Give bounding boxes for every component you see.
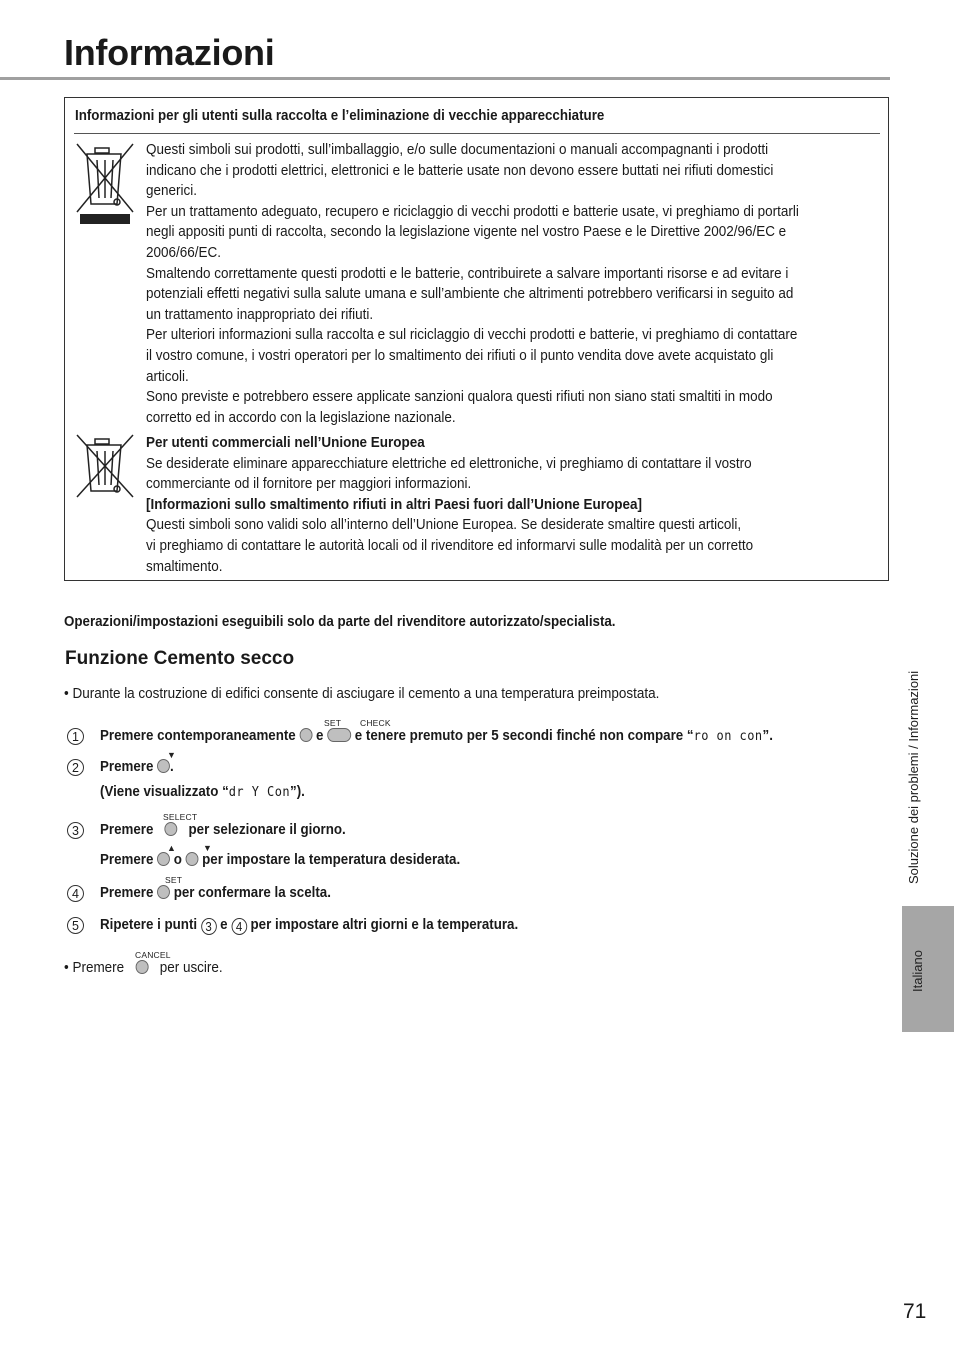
step-text: per impostare la temperatura desiderata. xyxy=(202,852,461,868)
set-button-icon xyxy=(157,885,170,899)
step-text: o xyxy=(173,852,182,868)
temperature-down-button-icon xyxy=(157,759,170,773)
step-text: Premere xyxy=(100,822,154,838)
display-readout: dr Y Con xyxy=(228,785,291,800)
step-text: e tenere premuto per 5 secondi finché non compare “ xyxy=(354,728,694,744)
page-number: 71 xyxy=(903,1300,927,1323)
step-text: (Viene visualizzato “ xyxy=(100,784,229,800)
step-text: Premere xyxy=(100,852,154,868)
step-text: ”. xyxy=(762,728,773,744)
step-number: 4 xyxy=(67,885,84,902)
exit-text: per uscire. xyxy=(159,960,223,976)
dealer-note: Operazioni/impostazioni eseguibili solo da parte del rivenditore autorizzato/specialista. xyxy=(64,614,616,630)
page-title: Informazioni xyxy=(64,32,275,73)
text-line: Questi simboli sono validi solo all’interno dell’Unione Europea. Se desiderate smaltire questi articoli, xyxy=(146,517,742,534)
text-line: indicano che i prodotti elettrici, elettronici e le batterie usate non devono essere buttati nei rifiuti domestici xyxy=(146,162,774,179)
commercial-heading: Per utenti commerciali nell’Unione Europea xyxy=(146,435,425,451)
title-rule xyxy=(0,77,890,80)
set-button-label: SET xyxy=(324,718,342,728)
text-line: Smaltendo correttamente questi prodotti e le batterie, contribuirete a salvare importanti risorse e ad evitare i xyxy=(146,265,789,282)
step-number: 2 xyxy=(67,759,84,776)
text-line: generici. xyxy=(146,183,197,200)
check-button-label: CHECK xyxy=(360,718,391,728)
text-line: Per ulteriori informazioni sulla raccolta e sul riciclaggio di vecchi prodotti e batterie, vi preghiamo di contattare xyxy=(146,327,798,344)
step-3-subtext xyxy=(100,852,460,868)
text-line: negli appositi punti di raccolta, secondo la legislazione vigente nel vostro Paese e le Direttive 2002/96/EC e xyxy=(146,224,787,241)
up-arrow-icon: ▲ xyxy=(167,843,176,853)
check-button-icon xyxy=(327,728,351,742)
step-5-text xyxy=(100,917,518,935)
step-reference: 4 xyxy=(231,918,247,935)
outside-eu-heading: [Informazioni sullo smaltimento rifiuti in altri Paesi fuori dall’Unione Europea] xyxy=(146,496,643,513)
step-number: 3 xyxy=(67,822,84,839)
temperature-down-button-icon xyxy=(186,852,199,866)
text-line: Questi simboli sui prodotti, sull’imballaggio, e/o sulle documentazioni o manuali accompagnanti i prodotti xyxy=(146,142,769,158)
text-line: potenziali effetti negativi sulla salute umana e sull’ambiente che altrimenti potrebbero verificarsi in seguito ad xyxy=(146,286,794,303)
text-line: vi preghiamo di contattare le autorità locali od il rivenditore ed informarvi sulle modalità per un corretto xyxy=(146,537,754,554)
text-line: smaltimento. xyxy=(146,558,223,575)
step-text: Ripetere i punti xyxy=(100,917,198,933)
text-line: Se desiderate eliminare apparecchiature elettriche ed elettroniche, vi preghiamo di contattare il vostro xyxy=(146,455,752,472)
exit-text: • Premere xyxy=(64,960,125,976)
chapter-label: Soluzione dei problemi / Informazioni xyxy=(906,670,921,884)
step-2-text xyxy=(100,759,174,775)
set-button-label: SET xyxy=(165,875,183,885)
select-button-label: SELECT xyxy=(163,812,198,822)
step-text: e xyxy=(220,917,228,933)
step-2-subtext xyxy=(100,784,305,800)
step-text: Premere xyxy=(100,759,154,775)
text-line: 2006/66/EC. xyxy=(146,244,221,261)
step-reference: 3 xyxy=(201,918,217,935)
section-intro: • Durante la costruzione di edifici consente di asciugare il cemento a una temperatura preimpostata. xyxy=(64,686,660,702)
step-text: ”). xyxy=(290,784,305,800)
language-tab xyxy=(902,906,954,1032)
temperature-up-button-icon xyxy=(157,852,170,866)
exit-note xyxy=(64,960,223,976)
text-line: Per un trattamento adeguato, recupero e riciclaggio di vecchi prodotti e batterie usate, vi preghiamo di portarli xyxy=(146,203,799,220)
step-text: Premere contemporaneamente xyxy=(100,728,296,744)
weee-heading: Informazioni per gli utenti sulla raccolta e l’eliminazione di vecchie apparecchiature xyxy=(75,108,605,124)
language-label: Italiano xyxy=(910,950,925,992)
step-text: Premere xyxy=(100,885,154,901)
step-4-text xyxy=(100,885,331,901)
down-arrow-icon: ▼ xyxy=(203,843,212,853)
step-3-text xyxy=(100,822,346,838)
text-line: commerciante od il fornitore per maggiori informazioni. xyxy=(146,476,472,493)
step-number: 1 xyxy=(67,728,84,745)
crossed-bin-battery-icon xyxy=(75,142,135,226)
step-text: . xyxy=(169,759,174,775)
display-readout: ro on con xyxy=(693,729,763,744)
step-number: 5 xyxy=(67,917,84,934)
text-line: articoli. xyxy=(146,368,189,385)
text-line: un trattamento inappropriato dei rifiuti. xyxy=(146,306,374,323)
text-line: Sono previste e potrebbero essere applicate sanzioni qualora questi rifiuti non siano stati smaltiti in modo xyxy=(146,389,773,406)
section-title: Funzione Cemento secco xyxy=(65,648,295,669)
weee-info-box xyxy=(64,97,889,581)
text-line: il vostro comune, i vostri operatori per lo smaltimento dei rifiuti o il punto vendita dove avete acquistato gli xyxy=(146,347,774,364)
step-text: per confermare la scelta. xyxy=(173,885,331,901)
cancel-button-label: CANCEL xyxy=(135,950,171,960)
cancel-button-icon xyxy=(135,960,148,974)
weee-paragraph xyxy=(146,140,799,428)
text-line: corretto ed in accordo con la legislazione nazionale. xyxy=(146,409,456,426)
set-button-icon xyxy=(299,728,312,742)
step-text: e xyxy=(316,728,324,744)
weee-commercial-section xyxy=(146,433,753,577)
crossed-bin-icon xyxy=(75,433,135,499)
step-text: per selezionare il giorno. xyxy=(188,822,346,838)
step-1-text xyxy=(100,728,773,744)
select-button-icon xyxy=(165,822,178,836)
down-arrow-icon: ▼ xyxy=(167,750,176,760)
step-text: per impostare altri giorni e la temperatura. xyxy=(250,917,519,933)
weee-heading-rule xyxy=(74,133,880,134)
